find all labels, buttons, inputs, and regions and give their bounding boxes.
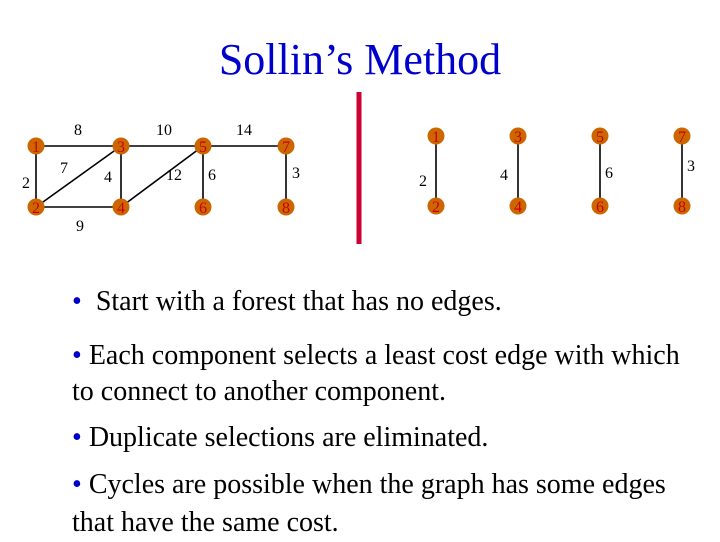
- left-node-4[interactable]: [113, 199, 130, 218]
- bullet-2-text: Each component selects a least cost edge with which to connect to another component.: [72, 340, 680, 407]
- left-edge-label-1-2: 2: [22, 175, 30, 192]
- right-node-1-label: 1: [432, 129, 440, 146]
- bullet-4-mark: •: [72, 469, 82, 500]
- left-edge-label-3-5: 10: [156, 122, 172, 139]
- left-node-5[interactable]: [195, 138, 212, 157]
- left-node-7-label: 7: [282, 139, 290, 156]
- left-node-4-label: 4: [117, 200, 125, 217]
- bullet-3-mark: •: [72, 422, 82, 453]
- right-graph-nodes: [428, 128, 691, 217]
- right-node-2[interactable]: [428, 198, 445, 217]
- right-node-6[interactable]: [592, 198, 609, 217]
- right-edge-label-7-8: 3: [687, 158, 695, 175]
- left-edge-4-5: [121, 146, 203, 207]
- left-node-6-label: 6: [199, 200, 207, 217]
- right-node-8-label: 8: [678, 199, 686, 216]
- left-node-3-label: 3: [117, 139, 125, 156]
- left-edge-label-7-8: 3: [292, 165, 300, 182]
- left-node-7[interactable]: [278, 138, 295, 157]
- right-node-7-label: 7: [678, 129, 686, 146]
- left-edge-label-4-5: 12: [166, 167, 182, 184]
- left-edge-label-5-6: 6: [208, 167, 216, 184]
- bullet-4: [72, 466, 672, 542]
- bullet-3-text: Duplicate selections are eliminated.: [88, 422, 489, 453]
- right-node-4[interactable]: [510, 198, 527, 217]
- left-edge-label-2-4: 9: [76, 218, 84, 235]
- left-node-1[interactable]: [28, 138, 45, 157]
- right-edge-label-1-2: 2: [419, 173, 427, 190]
- bullet-1: [72, 286, 502, 318]
- left-node-3[interactable]: [113, 138, 130, 157]
- left-edge-label-5-7: 14: [236, 122, 252, 139]
- right-node-5[interactable]: [592, 128, 609, 147]
- left-node-2[interactable]: [28, 199, 45, 218]
- left-node-2-label: 2: [32, 200, 40, 217]
- left-edge-label-2-3: 7: [60, 160, 68, 177]
- slide-title: Sollin’s Method: [218, 35, 502, 84]
- right-node-2-label: 2: [432, 199, 440, 216]
- left-graph-edge-labels: [22, 122, 300, 235]
- left-graph-edges: [36, 146, 286, 207]
- bullet-1-mark: •: [72, 286, 82, 317]
- left-edge-label-3-4: 4: [104, 169, 112, 186]
- right-node-8[interactable]: [674, 198, 691, 217]
- bullet-1-text: Start with a forest that has no edges.: [95, 286, 502, 317]
- right-node-5-label: 5: [596, 129, 604, 146]
- left-node-5-label: 5: [199, 139, 207, 156]
- right-graph-edges: [436, 136, 682, 206]
- left-edge-label-1-3: 8: [74, 122, 82, 139]
- right-edge-label-3-4: 4: [500, 167, 508, 184]
- right-node-7[interactable]: [674, 128, 691, 147]
- right-node-3-label: 3: [514, 129, 522, 146]
- right-graph-edge-labels: [419, 158, 695, 190]
- left-node-8[interactable]: [278, 199, 295, 218]
- bullet-3: [72, 420, 702, 456]
- bullet-2-mark: •: [72, 340, 82, 371]
- left-node-6[interactable]: [195, 199, 212, 218]
- right-node-1[interactable]: [428, 128, 445, 147]
- right-edge-label-5-6: 6: [605, 165, 613, 182]
- right-node-3[interactable]: [510, 128, 527, 147]
- bullet-4-text: Cycles are possible when the graph has some edges that have the same cost.: [72, 469, 666, 538]
- left-node-8-label: 8: [282, 200, 290, 217]
- left-node-1-label: 1: [32, 139, 40, 156]
- right-node-4-label: 4: [514, 199, 522, 216]
- bullet-2: [72, 338, 702, 410]
- right-node-6-label: 6: [596, 199, 604, 216]
